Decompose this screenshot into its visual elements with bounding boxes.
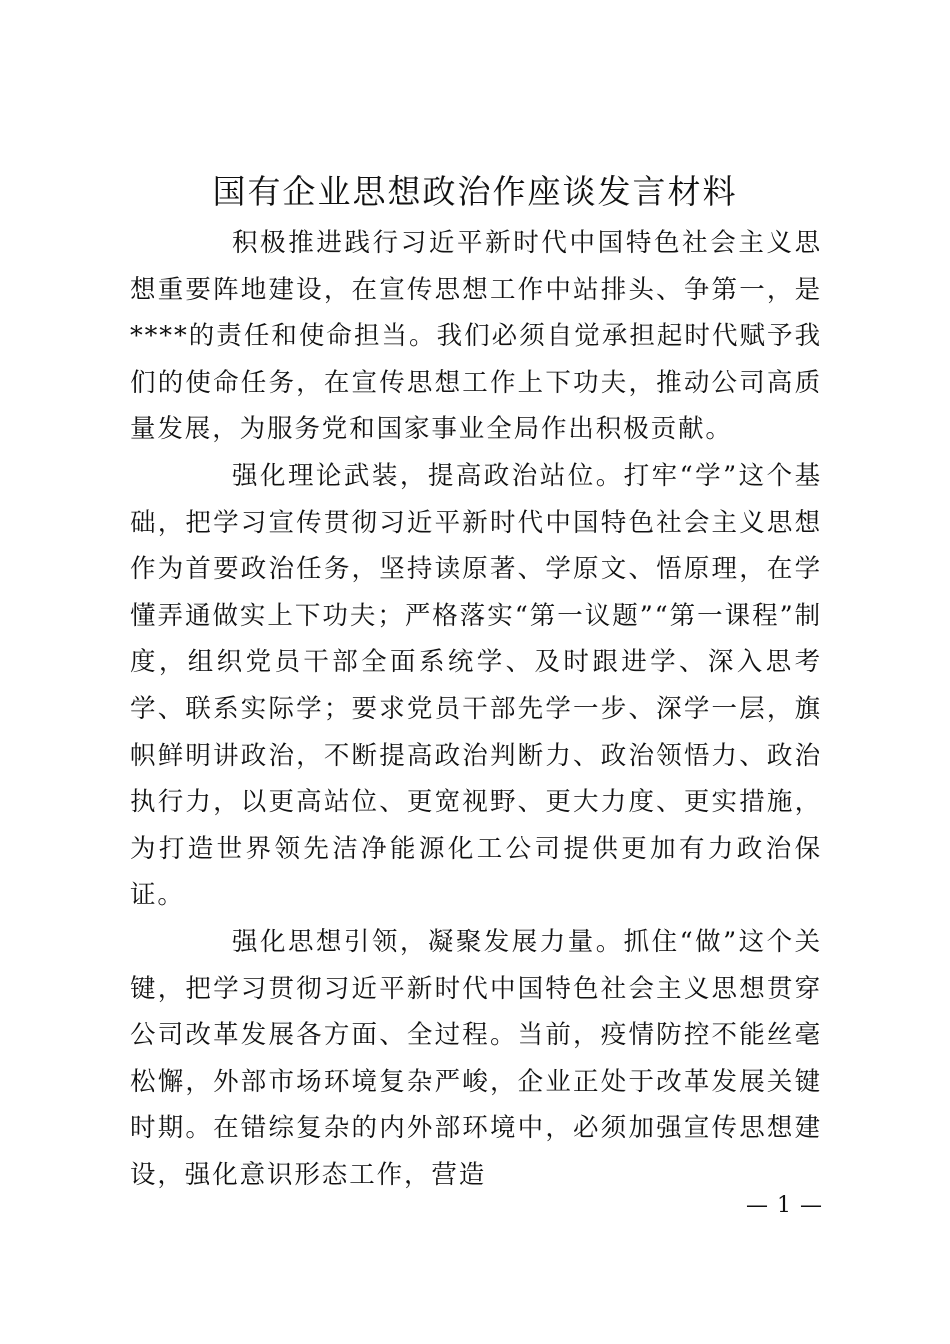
- document-body: [130, 220, 822, 1198]
- paragraph-1: 积极推进践行习近平新时代中国特色社会主义思想重要阵地建设，在宣传思想工作中站排头、争第一，是****的责任和使命担当。我们必须自觉承担起时代赋予我们的使命任务，在宣传思想工作上下功夫，推动公司高质量发展，为服务党和国家事业全局作出积极贡献。: [130, 228, 822, 445]
- paragraph-3: 强化思想引领，凝聚发展力量。抓住“做”这个关键，把学习贯彻习近平新时代中国特色社会主义思想贯穿公司改革发展各方面、全过程。当前，疫情防控不能丝毫松懈，外部市场环境复杂严峻，企业正处于改革发展关键时期。在错综复杂的内外部环境中，必须加强宣传思想建设，强化意识形态工作，营造: [130, 926, 822, 1190]
- paragraph-2: 强化理论武装，提高政治站位。打牢“学”这个基础，把学习宣传贯彻习近平新时代中国特色社会主义思想作为首要政治任务，坚持读原著、学原文、悟原理，在学懂弄通做实上下功夫；严格落实“第一议题”“第一课程”制度，组织党员干部全面系统学、及时跟进学、深入思考学、联系实际学；要求党员干部先学一步、深学一层，旗帜鲜明讲政治，不断提高政治判断力、政治领悟力、政治执行力，以更高站位、更宽视野、更大力度、更实措施，为打造世界领先洁净能源化工公司提供更加有力政治保证。: [130, 460, 822, 911]
- document-title: 国有企业思想政治作座谈发言材料: [212, 172, 738, 211]
- page-number: — 1 —: [746, 1193, 823, 1218]
